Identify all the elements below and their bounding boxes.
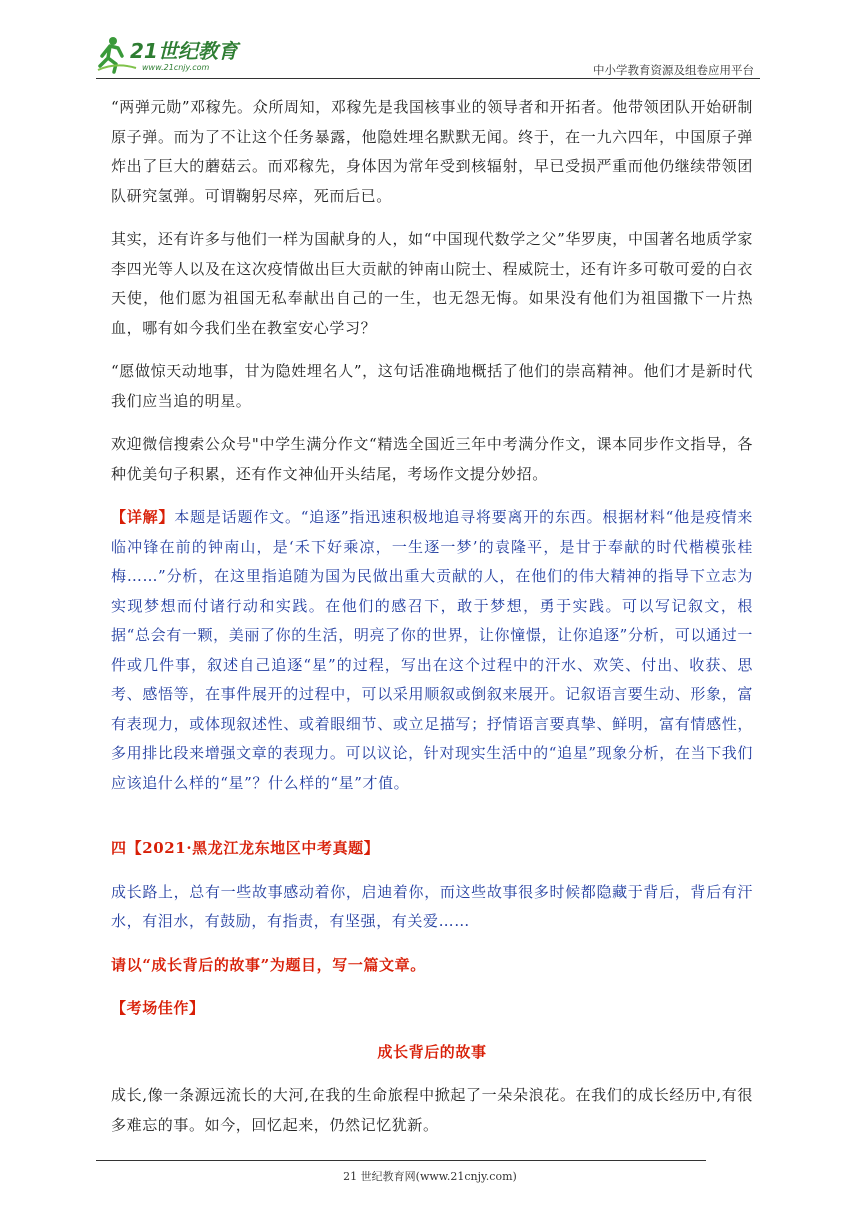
logo [96, 34, 256, 74]
logo-url: www.21cnjy.com [142, 63, 210, 72]
document-body [111, 93, 753, 1140]
page-header [96, 28, 760, 78]
platform-name: 中小学教育资源及组卷应用平台 [593, 63, 754, 77]
paragraph: 其实，还有许多与他们一样为国献身的人，如“中国现代数学之父”华罗庚，中国著名地质学家李四光等人以及在这次疫情做出巨大贡献的钟南山院士、程威院士，还有许多可敬可爱的白衣天使，他们愿为祖国无私奉献出自己的一生，也无怨无悔。如果没有他们为祖国撒下一片热血，哪有如今我们坐在教室安心学习？ [111, 230, 753, 337]
writing-task: 请以“成长背后的故事”为题目，写一篇文章。 [111, 955, 426, 974]
essay-title: 成长背后的故事 [377, 1042, 487, 1061]
essay-paragraph: 成长,像一条源远流长的大河,在我的生命旅程中掀起了一朵朵浪花。在我们的成长经历中,有很多难忘的事。如今，回忆起来，仍然记忆犹新。 [111, 1086, 753, 1134]
section-heading: 四【2021·黑龙江龙东地区中考真题】 [111, 839, 380, 857]
header-divider [96, 78, 760, 79]
page-footer: 21 世纪教育网(www.21cnjy.com) [343, 1170, 517, 1183]
paragraph: 欢迎微信搜索公众号"中学生满分作文“精选全国近三年中考满分作文，课本同步作文指导，各种优美句子积累，还有作文神仙开头结尾，考场作文提分妙招。 [111, 435, 753, 483]
detail-text: 本题是话题作文。“追逐”指迅速积极地追寻将要离开的东西。根据材料“他是疫情来临冲锋在前的钟南山，是‘禾下好乘凉，一生逐一梦’的袁隆平，是甘于奉献的时代楷模张桂梅……”分析，在这里指追随为国为民做出重大贡献的人，在他们的伟大精神的指导下立志为实现梦想而付诸行动和实践。在他们的感召下，敢于梦想，勇于实践。可以写记叙文，根据“总会有一颗，美丽了你的生活，明亮了你的世界，让你憧憬，让你追逐”分析，可以通过一件或几件事，叙述自己追逐“星”的过程，写出在这个过程中的汗水、欢笑、付出、收获、思考、感悟等，在事件展开的过程中，可以采用顺叙或倒叙来展开。记叙语言要生动、形象，富有表现力，或体现叙述性、或着眼细节、或立足描写；抒情语言要真挚、鲜明，富有情感性，多用排比段来增强文章的表现力。可以议论，针对现实生活中的“追星”现象分析，在当下我们应该追什么样的“星”？什么样的“星”才值。 [111, 508, 753, 792]
writing-prompt: 成长路上，总有一些故事感动着你，启迪着你，而这些故事很多时候都隐藏于背后，背后有汗水，有泪水，有鼓励，有指责，有坚强，有关爱…… [111, 882, 753, 930]
paragraph: “愿做惊天动地事，甘为隐姓埋名人”，这句话准确地概括了他们的崇高精神。他们才是新时代我们应当追的明星。 [111, 362, 753, 410]
detail-label: 【详解】 [111, 508, 175, 526]
detail-analysis [111, 503, 753, 798]
exam-label: 【考场佳作】 [111, 999, 205, 1017]
logo-text: 21世纪教育 [130, 39, 238, 63]
footer-divider [96, 1160, 706, 1161]
paragraph: “两弹元勋”邓稼先。众所周知，邓稼先是我国核事业的领导者和开拓者。他带领团队开始研制原子弹。而为了不让这个任务暴露，他隐姓埋名默默无闻。终于，在一九六四年，中国原子弹炸出了巨大的蘑菇云。而邓稼先，身体因为常年受到核辐射，早已受损严重而他仍继续带领团队研究氢弹。可谓鞠躬尽瘁，死而后已。 [111, 98, 753, 205]
